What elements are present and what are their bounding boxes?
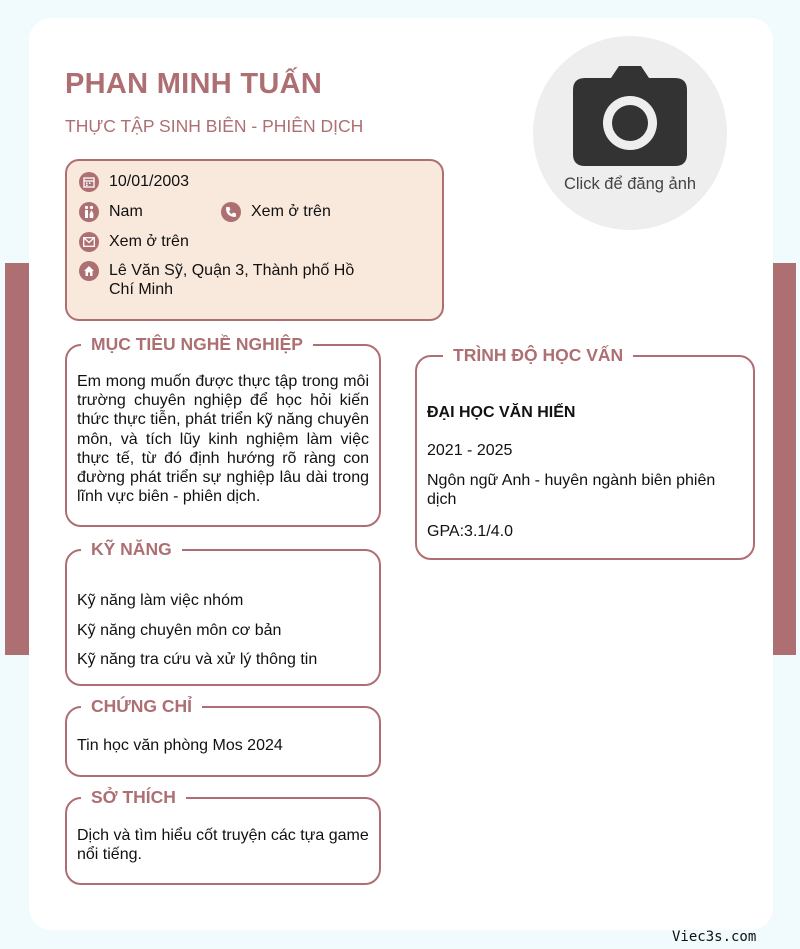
camera-icon [571, 64, 689, 168]
phone-value: Xem ở trên [251, 203, 331, 220]
skills-title: KỸ NĂNG [81, 536, 182, 562]
objective-title: MỤC TIÊU NGHỀ NGHIỆP [81, 331, 313, 357]
photo-caption: Click để đăng ảnh [563, 175, 697, 193]
phone-icon [221, 202, 241, 222]
email-icon [79, 232, 99, 252]
home-icon [79, 261, 99, 281]
email-row [79, 232, 189, 252]
calendar-icon [79, 172, 99, 192]
gender-icon [79, 202, 99, 222]
education-section [415, 345, 755, 560]
certificates-title: CHỨNG CHỈ [81, 693, 202, 719]
hobbies-title: SỞ THÍCH [81, 784, 186, 810]
job-title: THỰC TẬP SINH BIÊN - PHIÊN DỊCH [65, 116, 364, 136]
certificates-section [65, 696, 381, 777]
gender-value: Nam [109, 203, 143, 220]
address-row [79, 261, 379, 299]
skill-item: Kỹ năng chuyên môn cơ bản [77, 622, 282, 639]
phone-row [221, 202, 331, 222]
site-watermark: Viec3s.com [672, 929, 757, 945]
education-major: Ngôn ngữ Anh - huyên ngành biên phiên dịch [427, 472, 716, 509]
certificate-item: Tin học văn phòng Mos 2024 [77, 737, 283, 754]
education-gpa: GPA:3.1/4.0 [427, 523, 513, 540]
right-accent-band [772, 263, 796, 655]
school-name: ĐẠI HỌC VĂN HIẾN [427, 404, 576, 421]
address-value: Lê Văn Sỹ, Quận 3, Thành phố Hồ Chí Minh [109, 262, 355, 298]
birthday-value: 10/01/2003 [109, 173, 190, 190]
hobbies-section [65, 787, 381, 885]
education-title: TRÌNH ĐỘ HỌC VẤN [443, 342, 633, 368]
left-accent-band [5, 263, 29, 655]
photo-upload[interactable] [533, 36, 727, 230]
education-years: 2021 - 2025 [427, 442, 513, 459]
objective-section [65, 334, 381, 527]
birthday-row [79, 172, 189, 192]
hobbies-text: Dịch và tìm hiểu cốt truyện các tựa game nổi tiếng. [77, 827, 369, 864]
objective-text: Em mong muốn được thực tập trong môi trường chuyên nghiệp để học hỏi kiến thức thực tiễn, phát triển kỹ năng chuyên môn, và tích lũy kinh nghiệm làm việc thực tế, từ đó định hướng rõ ràng con đường phát triển sự nghiệp lâu dài trong lĩnh vực biên - phiên dịch. [77, 373, 369, 506]
skills-section [65, 539, 381, 686]
candidate-name: PHAN MINH TUẤN [65, 68, 323, 100]
email-value: Xem ở trên [109, 233, 189, 250]
gender-row [79, 202, 143, 222]
contact-card [65, 159, 444, 321]
skill-item: Kỹ năng làm việc nhóm [77, 592, 244, 609]
skill-item: Kỹ năng tra cứu và xử lý thông tin [77, 651, 318, 668]
